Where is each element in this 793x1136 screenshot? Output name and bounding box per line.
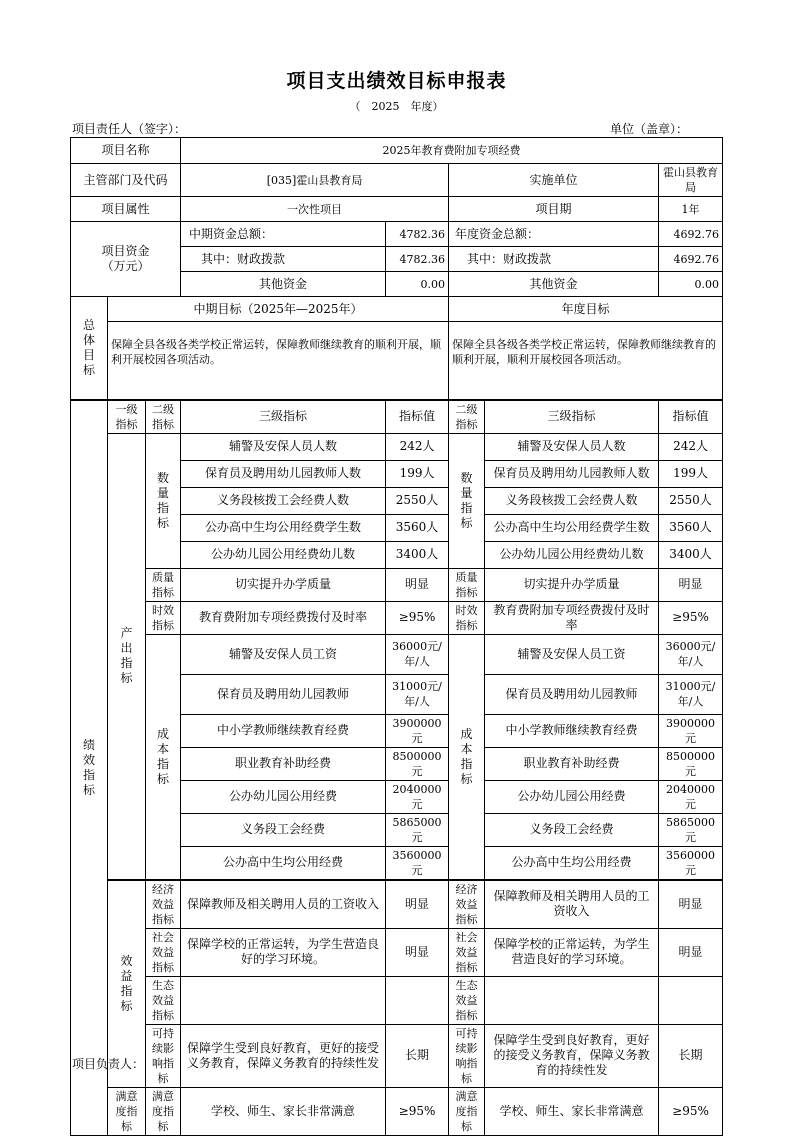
cost-value-year: 5865000元 xyxy=(659,813,723,846)
cost-name-year: 职业教育补助经费 xyxy=(485,747,659,780)
cost-name: 中小学教师继续教育经费 xyxy=(181,714,386,747)
eco-value xyxy=(386,976,449,1024)
cost-value: 31000元/年/人 xyxy=(386,674,449,714)
cost-value: 5865000元 xyxy=(386,813,449,846)
effect-indicator-label: 效益指标 xyxy=(108,880,146,1088)
year-total-label: 年度资金总额： xyxy=(449,222,659,247)
satisfaction-name: 学校、师生、家长非常满意 xyxy=(181,1087,386,1135)
quality-value: 明显 xyxy=(386,568,449,601)
value-header-year: 指标值 xyxy=(659,400,723,434)
quantity-name-year: 公办高中生均公用经费学生数 xyxy=(485,514,659,541)
economic-indicator-label-year: 经济效益指标 xyxy=(449,880,485,929)
quantity-name: 辅警及安保人员人数 xyxy=(181,433,386,460)
time-name-year: 教育费附加专项经费拨付及时率 xyxy=(485,601,659,634)
mid-other-label: 其他资金 xyxy=(181,272,386,297)
quantity-name-year: 义务段核拨工会经费人数 xyxy=(485,487,659,514)
dept-value: [035]霍山县教育局 xyxy=(181,164,449,197)
dept-label: 主管部门及代码 xyxy=(71,164,181,197)
quantity-value: 3400人 xyxy=(386,541,449,568)
quantity-value: 199人 xyxy=(386,460,449,487)
project-name-label: 项目名称 xyxy=(71,138,181,164)
sustain-indicator-label-year: 可持续影响指标 xyxy=(449,1024,485,1087)
level2-header: 二级指标 xyxy=(146,400,181,434)
attr-value: 一次性项目 xyxy=(181,197,449,222)
year-total-value: 4692.76 xyxy=(659,222,723,247)
year-fiscal-value: 4692.76 xyxy=(659,247,723,272)
mid-total-value: 4782.36 xyxy=(386,222,449,247)
cost-value: 3560000元 xyxy=(386,846,449,880)
cost-name-year: 中小学教师继续教育经费 xyxy=(485,714,659,747)
social-indicator-label-year: 社会效益指标 xyxy=(449,928,485,976)
impl-label: 实施单位 xyxy=(449,164,659,197)
cost-name: 公办幼儿园公用经费 xyxy=(181,780,386,813)
quality-name: 切实提升办学质量 xyxy=(181,568,386,601)
social-value-year: 明显 xyxy=(659,928,723,976)
year-goal-text: 保障全县各级各类学校正常运转，保障教师继续教育的顺利开展，顺利开展校园各项活动。 xyxy=(449,322,723,400)
satisfaction-value-year: ≥95% xyxy=(659,1087,723,1135)
social-value: 明显 xyxy=(386,928,449,976)
level3-header: 三级指标 xyxy=(181,400,386,434)
cost-indicator-label-year: 成本指标 xyxy=(449,634,485,880)
quantity-value-year: 2550人 xyxy=(659,487,723,514)
sustain-indicator-label: 可持续影响指标 xyxy=(146,1024,181,1087)
quantity-name-year: 辅警及安保人员人数 xyxy=(485,433,659,460)
quantity-value-year: 242人 xyxy=(659,433,723,460)
quantity-indicator-label: 数量指标 xyxy=(146,433,181,568)
cost-value-year: 8500000元 xyxy=(659,747,723,780)
quality-indicator-label: 质量指标 xyxy=(146,568,181,601)
cost-value: 2040000元 xyxy=(386,780,449,813)
cost-value-year: 2040000元 xyxy=(659,780,723,813)
social-name-year: 保障学校的正常运转，为学生营造良好的学习环境。 xyxy=(485,928,659,976)
output-indicator-label: 产出指标 xyxy=(108,433,146,880)
performance-table xyxy=(70,137,723,1136)
period-label: 项目期 xyxy=(449,197,659,222)
quantity-value: 3560人 xyxy=(386,514,449,541)
eco-indicator-label-year: 生态效益指标 xyxy=(449,976,485,1024)
eco-name-year xyxy=(485,976,659,1024)
quality-indicator-label-year: 质量指标 xyxy=(449,568,485,601)
responsible-label: 项目责任人（签字）： xyxy=(72,122,187,136)
satisfaction-value: ≥95% xyxy=(386,1087,449,1135)
mid-goal-header: 中期目标（2025年—2025年） xyxy=(108,297,449,322)
attr-label: 项目属性 xyxy=(71,197,181,222)
economic-name: 保障教师及相关聘用人员的工资收入 xyxy=(181,880,386,929)
cost-value: 3900000元 xyxy=(386,714,449,747)
cost-name-year: 义务段工会经费 xyxy=(485,813,659,846)
cost-value-year: 36000元/年/人 xyxy=(659,634,723,674)
value-header: 指标值 xyxy=(386,400,449,434)
performance-indicators-label: 绩效指标 xyxy=(71,400,108,1136)
time-name: 教育费附加专项经费拨付及时率 xyxy=(181,601,386,634)
sustain-value-year: 长期 xyxy=(659,1024,723,1087)
year-goal-header: 年度目标 xyxy=(449,297,723,322)
quantity-value: 2550人 xyxy=(386,487,449,514)
period-value: 1年 xyxy=(659,197,723,222)
satisfaction-sub-label: 满意度指标 xyxy=(146,1087,181,1135)
quantity-value-year: 3560人 xyxy=(659,514,723,541)
quantity-value-year: 199人 xyxy=(659,460,723,487)
quantity-value: 242人 xyxy=(386,433,449,460)
time-indicator-label-year: 时效指标 xyxy=(449,601,485,634)
unit-label: 单位（盖章）： xyxy=(610,122,689,136)
eco-value-year xyxy=(659,976,723,1024)
cost-name-year: 辅警及安保人员工资 xyxy=(485,634,659,674)
cost-value-year: 3900000元 xyxy=(659,714,723,747)
cost-name-year: 公办幼儿园公用经费 xyxy=(485,780,659,813)
quantity-name: 义务段核拨工会经费人数 xyxy=(181,487,386,514)
cost-name: 义务段工会经费 xyxy=(181,813,386,846)
sustain-name: 保障学生受到良好教育，更好的接受义务教育，保障义务教育的持续性发 xyxy=(181,1024,386,1087)
level1-header: 一级指标 xyxy=(108,400,146,434)
level3-header-year: 三级指标 xyxy=(485,400,659,434)
overall-goal-label: 总体目标 xyxy=(71,297,108,400)
cost-value: 36000元/年/人 xyxy=(386,634,449,674)
satisfaction-sub-label-year: 满意度指标 xyxy=(449,1087,485,1135)
social-name: 保障学校的正常运转，为学生营造良好的学习环境。 xyxy=(181,928,386,976)
quantity-name: 保育员及聘用幼儿园教师人数 xyxy=(181,460,386,487)
cost-value-year: 3560000元 xyxy=(659,846,723,880)
sustain-value: 长期 xyxy=(386,1024,449,1087)
sustain-name-year: 保障学生受到良好教育，更好的接受义务教育，保障义务教育的持续性发 xyxy=(485,1024,659,1087)
funds-label: 项目资金（万元） xyxy=(71,222,181,297)
impl-value: 霍山县教育局 xyxy=(659,164,723,197)
satisfaction-indicator-label: 满意度指标 xyxy=(108,1087,146,1135)
cost-value: 8500000元 xyxy=(386,747,449,780)
social-indicator-label: 社会效益指标 xyxy=(146,928,181,976)
cost-name: 保育员及聘用幼儿园教师 xyxy=(181,674,386,714)
quality-value-year: 明显 xyxy=(659,568,723,601)
economic-name-year: 保障教师及相关聘用人员的工资收入 xyxy=(485,880,659,929)
quantity-indicator-label-year: 数量指标 xyxy=(449,433,485,568)
mid-total-label: 中期资金总额： xyxy=(181,222,386,247)
quantity-name-year: 公办幼儿园公用经费幼儿数 xyxy=(485,541,659,568)
cost-name: 辅警及安保人员工资 xyxy=(181,634,386,674)
time-indicator-label: 时效指标 xyxy=(146,601,181,634)
quantity-name-year: 保育员及聘用幼儿园教师人数 xyxy=(485,460,659,487)
cost-name-year: 保育员及聘用幼儿园教师 xyxy=(485,674,659,714)
mid-goal-text: 保障全县各级各类学校正常运转，保障教师继续教育的顺利开展，顺利开展校园各项活动。 xyxy=(108,322,449,400)
quantity-value-year: 3400人 xyxy=(659,541,723,568)
year-fiscal-label: 其中：财政拨款 xyxy=(449,247,659,272)
project-name-value: 2025年教育费附加专项经费 xyxy=(181,138,723,164)
year-other-value: 0.00 xyxy=(659,272,723,297)
cost-indicator-label: 成本指标 xyxy=(146,634,181,880)
mid-fiscal-value: 4782.36 xyxy=(386,247,449,272)
economic-value: 明显 xyxy=(386,880,449,929)
mid-fiscal-label: 其中：财政拨款 xyxy=(181,247,386,272)
cost-name-year: 公办高中生均公用经费 xyxy=(485,846,659,880)
year-line: （ 2025 年度） xyxy=(349,100,444,113)
satisfaction-name-year: 学校、师生、家长非常满意 xyxy=(485,1087,659,1135)
quantity-name: 公办高中生均公用经费学生数 xyxy=(181,514,386,541)
cost-value-year: 31000元/年/人 xyxy=(659,674,723,714)
mid-other-value: 0.00 xyxy=(386,272,449,297)
time-value-year: ≥95% xyxy=(659,601,723,634)
cost-name: 公办高中生均公用经费 xyxy=(181,846,386,880)
cost-name: 职业教育补助经费 xyxy=(181,747,386,780)
quantity-name: 公办幼儿园公用经费幼儿数 xyxy=(181,541,386,568)
economic-indicator-label: 经济效益指标 xyxy=(146,880,181,929)
quality-name-year: 切实提升办学质量 xyxy=(485,568,659,601)
page-title: 项目支出绩效目标申报表 xyxy=(286,70,507,92)
time-value: ≥95% xyxy=(386,601,449,634)
economic-value-year: 明显 xyxy=(659,880,723,929)
year-other-label: 其他资金 xyxy=(449,272,659,297)
eco-indicator-label: 生态效益指标 xyxy=(146,976,181,1024)
eco-name xyxy=(181,976,386,1024)
project-leader-label: 项目负责人： xyxy=(72,1057,145,1071)
level2-header-year: 二级指标 xyxy=(449,400,485,434)
